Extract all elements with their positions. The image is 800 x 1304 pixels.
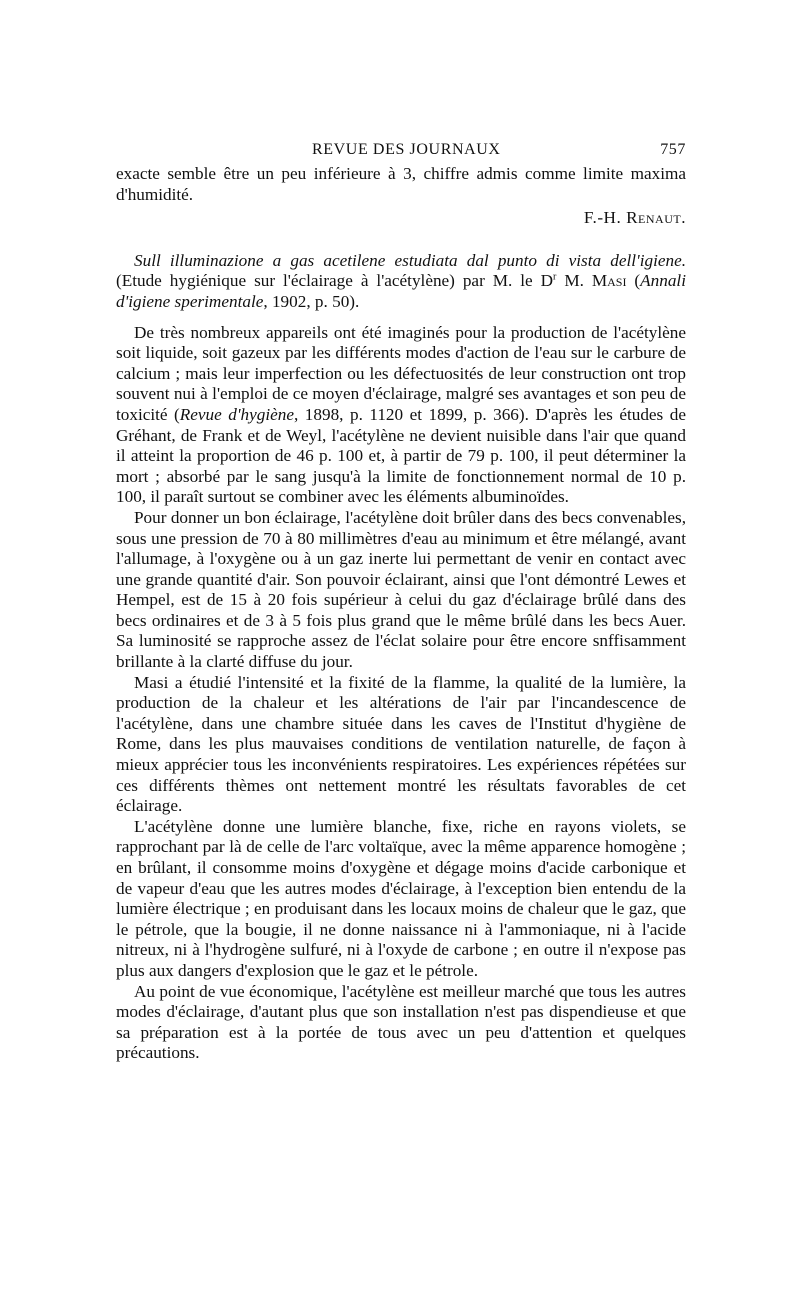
page-number: 757 bbox=[660, 141, 686, 158]
paragraph-1-b: , 1898, p. 1120 et 1899, p. 366). D'après les études de Gréhant, de Frank et de Weyl, l'acétylène ne devient nuisible dans l'air que quand il atteint la proportion de 46 p. 100 et, à partir de 79 p. 100, il peut déterminer la mort ; absorbé par le sang jusqu'à la limite de fonctionnement normal de 10 p. 100, il paraît surtout se combiner avec les éléments albuminoïdes. bbox=[116, 404, 686, 507]
paragraph-1-ref: Revue d'hygiène bbox=[179, 404, 294, 424]
paragraph-1-a: De très nombreux appareils ont été imaginés pour la production de l'acétylène soit liquide, soit gazeux par les différents modes d'action de l'eau sur le carbure de calcium ; mais leur imperfection ou les défectuosités de leur construction ont trop souvent nui à l'emploi de ce moyen d'éclairage, malgré ses avantages et son peu de toxicité ( bbox=[116, 322, 686, 424]
carryover-paragraph: exacte semble être un peu inférieure à 3, chiffre admis comme limite maxima d'humidité. bbox=[116, 164, 686, 204]
article-title-rest: (Etude hygiénique sur l'éclairage à l'acétylène) par M. le D bbox=[116, 271, 554, 291]
article-title-italic: Sull illuminazione a gas acetilene estudiata dal punto di vista dell'igiene. bbox=[134, 250, 686, 270]
paragraph-5: Au point de vue économique, l'acétylène est meilleur marché que tous les autres modes d'éclairage, d'autant plus que son installation n'est pas dispendieuse et que sa préparation est à la portée de tous avec un peu d'attention et quelques précautions. bbox=[116, 981, 686, 1063]
article-title bbox=[116, 251, 686, 313]
paragraph-4: L'acétylène donne une lumière blanche, fixe, riche en rayons violets, se rapprochant par là de celle de l'arc voltaïque, avec la même apparence homogène ; en brûlant, il consomme moins d'oxygène et dégage moins d'acide carbonique et de vapeur d'eau que les autres modes d'éclairage, à l'exception bien entendu de la lumière électrique ; en produisant dans les locaux moins de chaleur que le gaz, que le pétrole, que la bougie, il ne donne naissance ni à l'ammoniaque, ni à l'acide nitreux, ni à l'hydrogène sulfuré, ni à l'oxyde de carbone ; en outre il n'expose pas plus aux dangers d'explosion que le gaz et le pétrole. bbox=[116, 816, 686, 980]
article-author-prefix: M. bbox=[556, 271, 592, 291]
signature bbox=[116, 208, 686, 229]
journal-title: REVUE DES JOURNAUX bbox=[312, 141, 501, 158]
article-journal: Annali d'igiene sperimentale bbox=[116, 271, 686, 311]
article-author: Masi bbox=[591, 271, 627, 291]
document-page bbox=[116, 140, 686, 1064]
article-title-end: , 1902, p. 50). bbox=[263, 291, 360, 311]
signature-surname: Renaut. bbox=[626, 208, 686, 228]
article-paren-open: ( bbox=[626, 271, 641, 291]
running-header bbox=[116, 140, 686, 164]
section-gap bbox=[116, 229, 686, 251]
article-title-sup: r bbox=[553, 271, 557, 283]
paragraph-2: Pour donner un bon éclairage, l'acétylène doit brûler dans des becs convenables, sous une pression de 70 à 80 millimètres d'eau au minimum et être mélangé, avant l'allumage, à l'oxygène ou à un gaz inerte lui permettant de venir en contact avec une grande quantité d'air. Son pouvoir éclairant, ainsi que l'ont démontré Lewes et Hempel, est de 15 à 20 fois supérieur à celui du gaz d'éclairage brûlé dans des becs ordinaires et de 3 à 5 fois plus grand que le même brûlé dans les becs Auer. Sa luminosité se rapproche assez de l'éclat solaire pour être encore snffisamment brillante à la clarté diffuse du jour. bbox=[116, 507, 686, 672]
signature-initials: F.-H. bbox=[583, 208, 627, 228]
paragraph-3: Masi a étudié l'intensité et la fixité de la flamme, la qualité de la lumière, la production de la chaleur et les altérations de l'air par l'incandescence de l'acétylène, dans une chambre située dans les caves de l'Institut d'hygiène de Rome, dans les plus mauvaises conditions de ventilation naturelle, de façon à mieux apprécier tous les inconvénients respiratoires. Les expériences répétées sur ces différents thèmes ont nettement montré les résultats favorables de cet éclairage. bbox=[116, 672, 686, 816]
paragraph-1 bbox=[116, 323, 686, 508]
